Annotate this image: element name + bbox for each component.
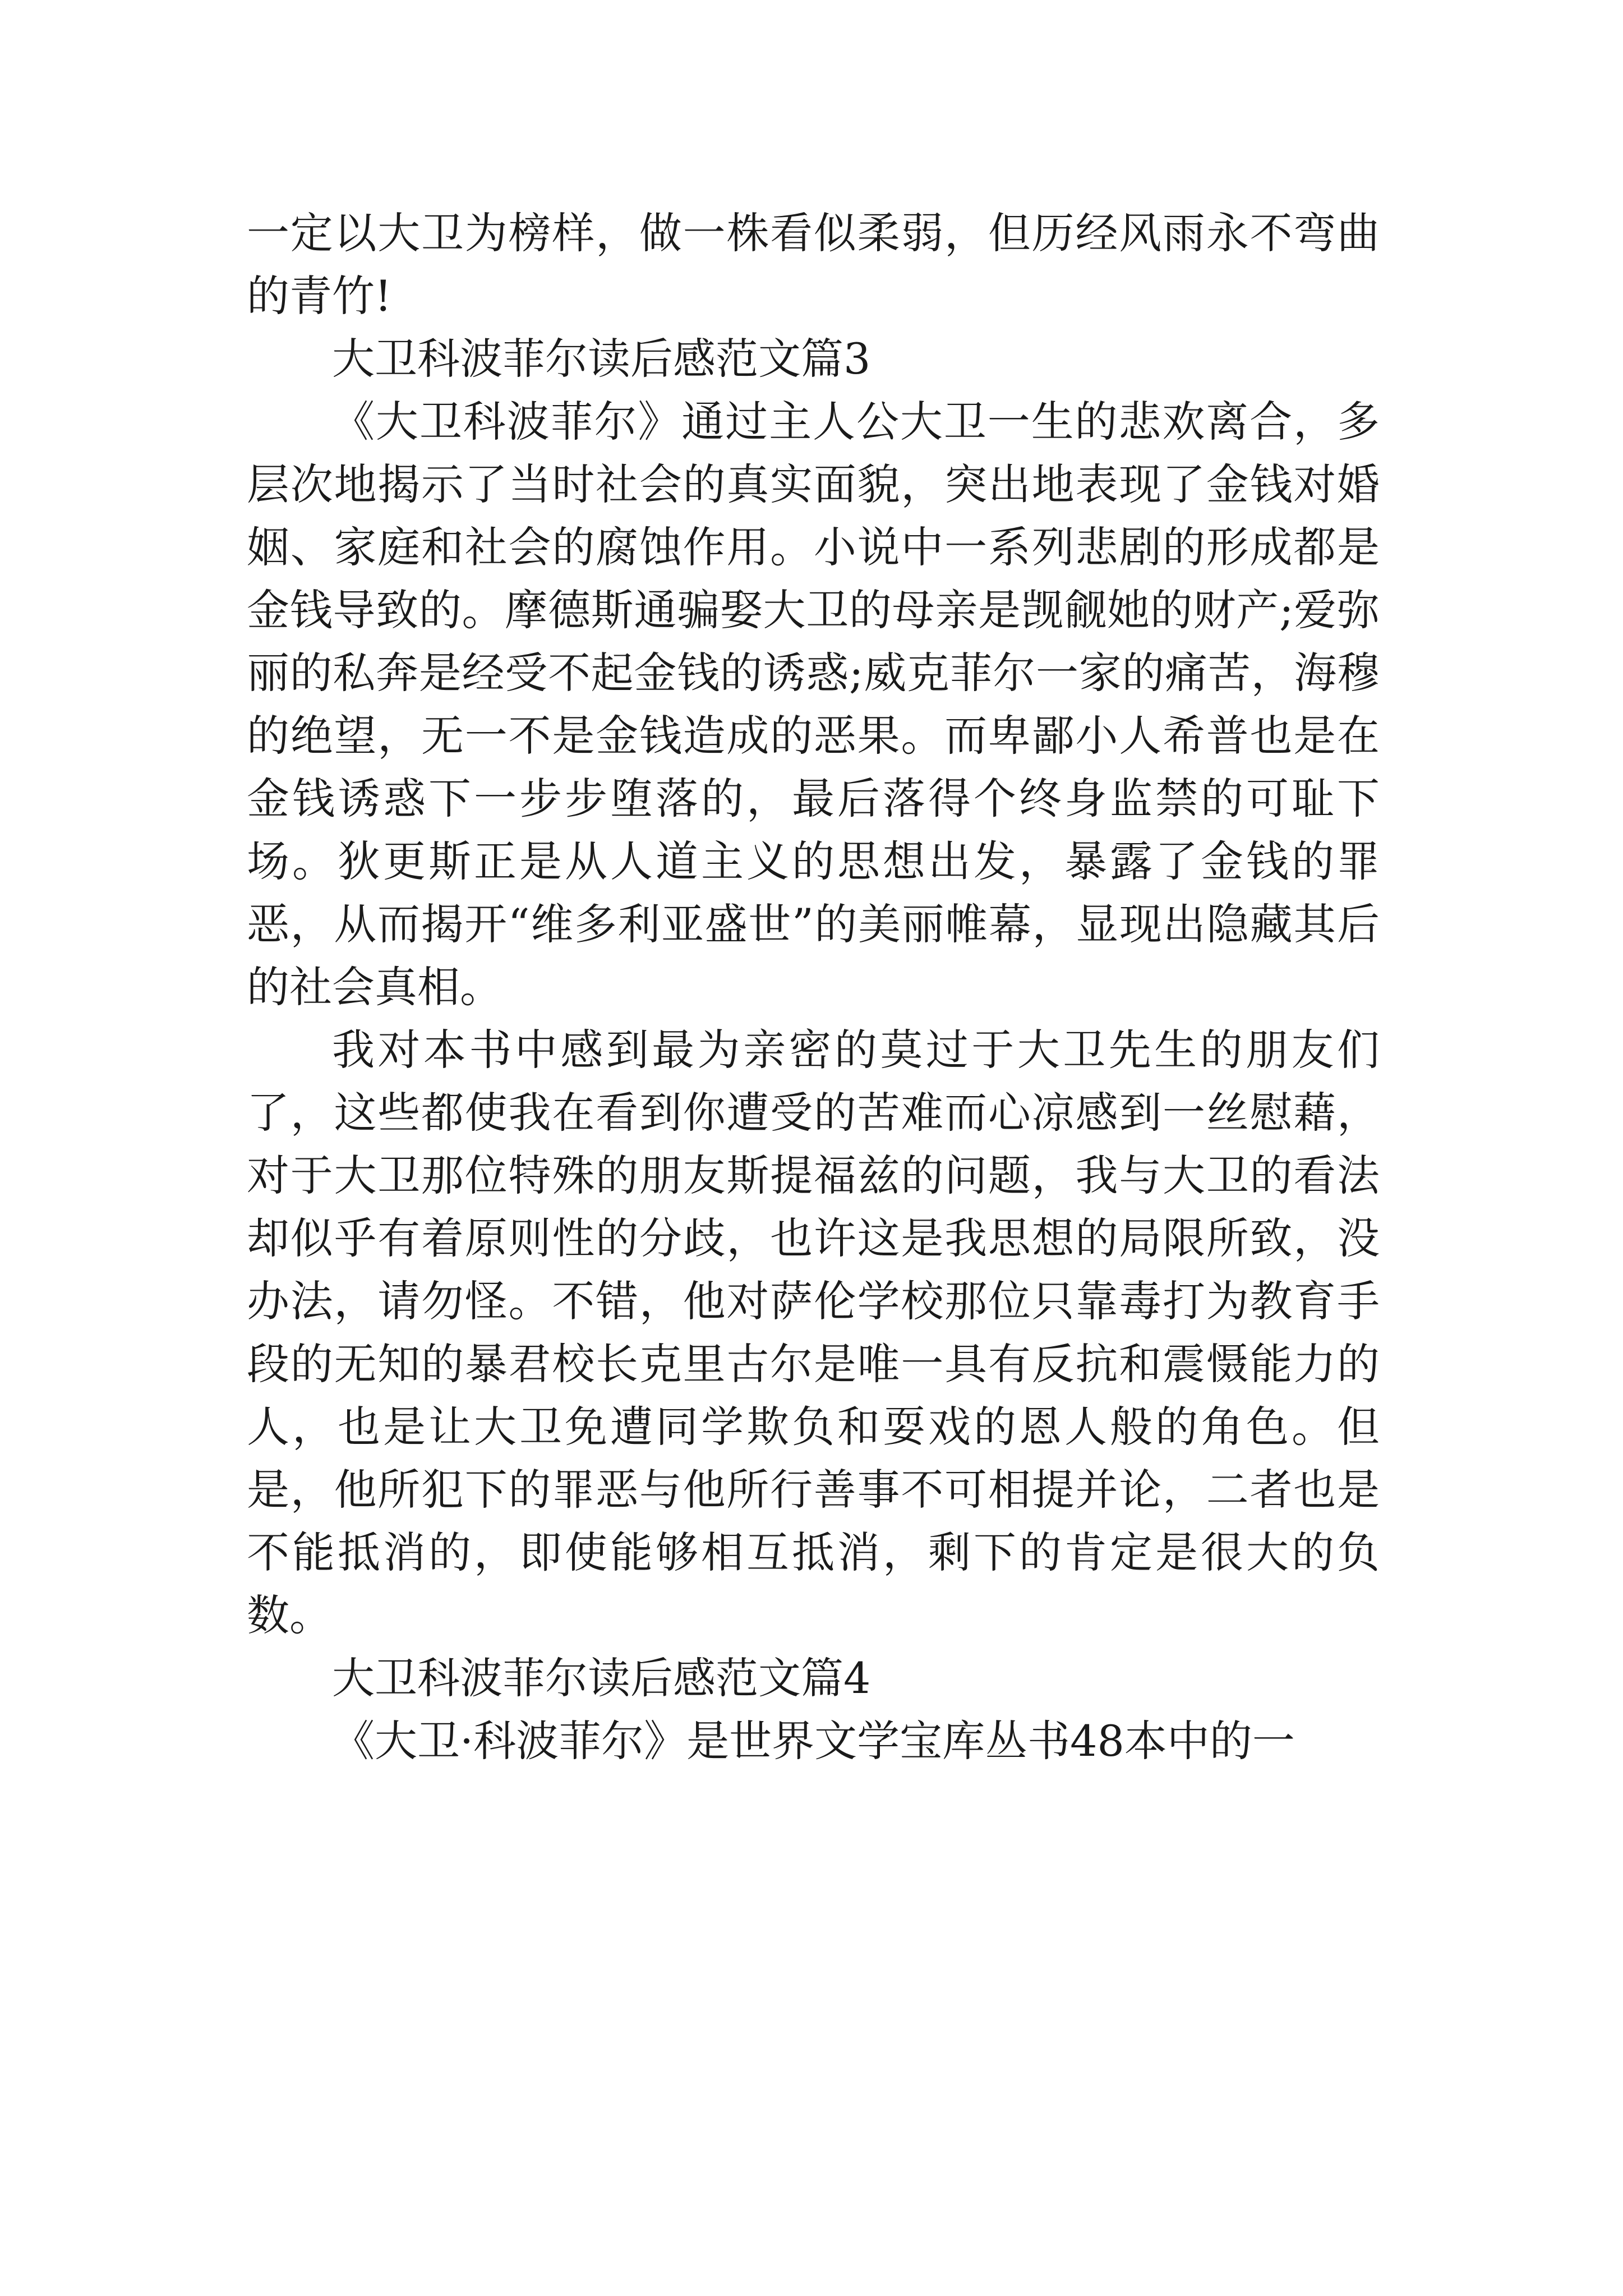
section-heading-3: 大卫科波菲尔读后感范文篇3 — [332, 334, 871, 384]
paragraph-continuation: 一定以大卫为榜样，做一株看似柔弱，但历经风雨永不弯曲的青竹! — [247, 208, 1380, 321]
paragraph-money-theme: 《大卫科波菲尔》通过主人公大卫一生的悲欢离合，多层次地揭示了当时社会的真实面貌，突出地表现了金钱对婚姻、家庭和社会的腐蚀作用。小说中一系列悲剧的形成都是金钱导致的。摩德斯通骗娶大卫的母亲是觊觎她的财产;爱弥丽的私奔是经受不起金钱的诱惑;威克菲尔一家的痛苦，海穆的绝望，无一不是金钱造成的恶果。而卑鄙小人希普也是在金钱诱惑下一步步堕落的，最后落得个终身监禁的可耻下场。狄更斯正是从人道主义的思想出发，暴露了金钱的罪恶，从而揭开“维多利亚盛世”的美丽帷幕，显现出隐藏其后的社会真相。 — [247, 397, 1380, 1012]
document-body — [247, 202, 1380, 1773]
section-heading-4: 大卫科波菲尔读后感范文篇4 — [332, 1653, 871, 1703]
paragraph-intro-4: 《大卫·科波菲尔》是世界文学宝库丛书48本中的一 — [332, 1716, 1295, 1766]
paragraph-friends: 我对本书中感到最为亲密的莫过于大卫先生的朋友们了，这些都使我在看到你遭受的苦难而心凉感到一丝慰藉，对于大卫那位特殊的朋友斯提福兹的问题，我与大卫的看法却似乎有着原则性的分歧，也许这是我思想的局限所致，没办法，请勿怪。不错，他对萨伦学校那位只靠毒打为教育手段的无知的暴君校长克里古尔是唯一具有反抗和震慑能力的人，也是让大卫免遭同学欺负和耍戏的恩人般的角色。但是，他所犯下的罪恶与他所行善事不可相提并论，二者也是不能抵消的，即使能够相互抵消，剩下的肯定是很大的负数。 — [247, 1025, 1380, 1640]
